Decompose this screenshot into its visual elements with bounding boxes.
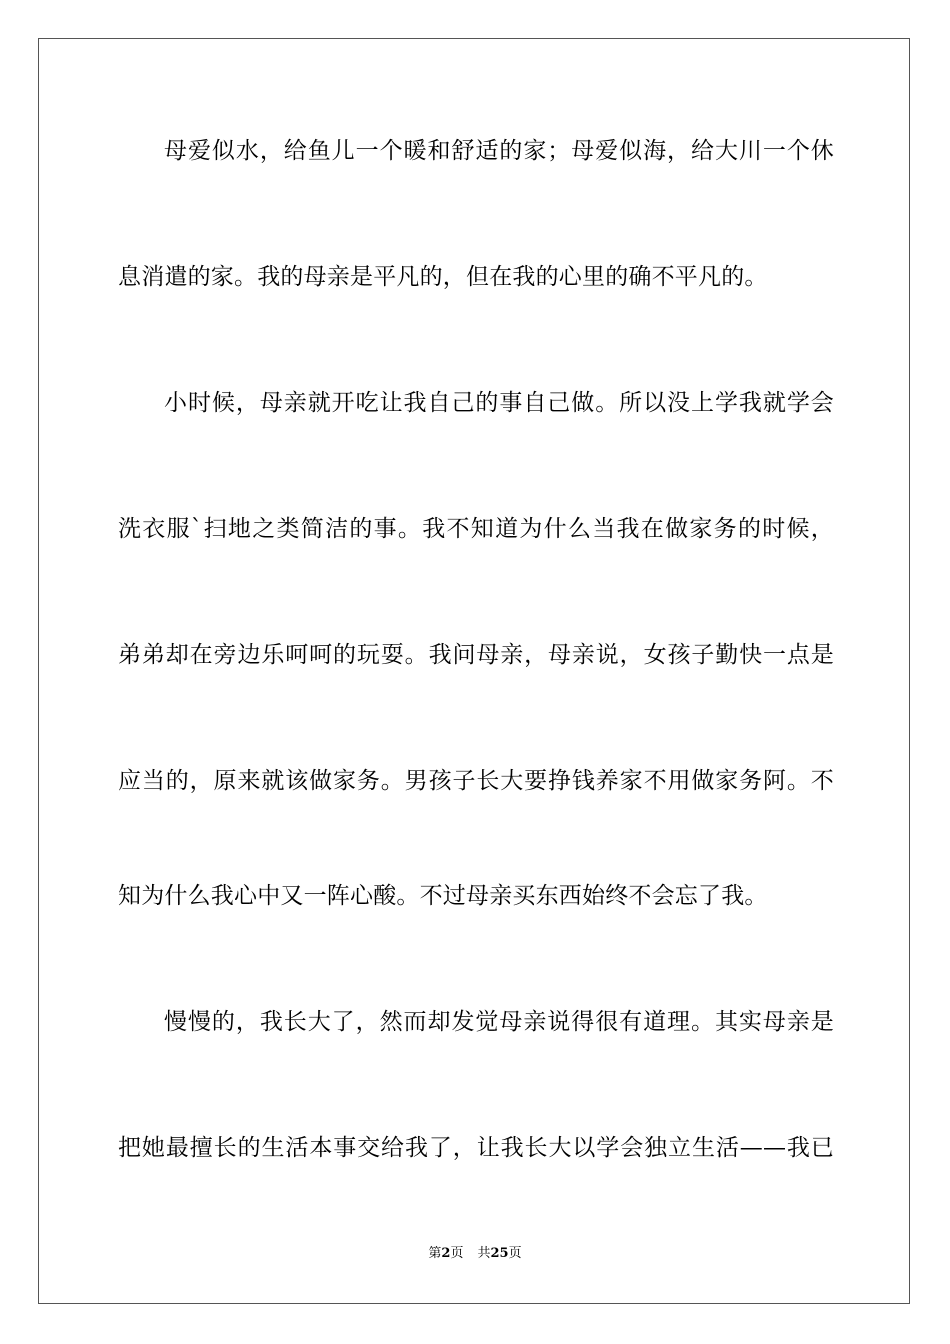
footer-total-number: 25 xyxy=(490,1246,509,1261)
paragraph-3-line-1: 慢慢的，我长大了，然而却发觉母亲说得很有道理。其实母亲是 xyxy=(164,1009,834,1035)
paragraph-2-line-5: 知为什么我心中又一阵心酸。不过母亲买东西始终不会忘了我。 xyxy=(118,883,768,909)
paragraph-2-line-1: 小时候，母亲就开吃让我自己的事自己做。所以没上学我就学会 xyxy=(164,390,834,416)
page-footer xyxy=(0,1245,950,1263)
footer-total-prefix: 共 xyxy=(477,1246,491,1261)
footer-total-suffix: 页 xyxy=(508,1246,522,1261)
paragraph-3-line-2: 把她最擅长的生活本事交给我了，让我长大以学会独立生活——我已 xyxy=(118,1135,834,1161)
footer-page-prefix: 第 xyxy=(428,1246,442,1261)
footer-page-number: 2 xyxy=(441,1246,451,1261)
footer-page-suffix: 页 xyxy=(450,1246,464,1261)
paragraph-2-line-4: 应当的，原来就该做家务。男孩子长大要挣钱养家不用做家务阿。不 xyxy=(118,768,834,794)
page-border xyxy=(38,38,910,1304)
paragraph-2-line-2: 洗衣服`扫地之类简洁的事。我不知道为什么当我在做家务的时候， xyxy=(118,516,834,542)
paragraph-1-line-2: 息消遣的家。我的母亲是平凡的，但在我的心里的确不平凡的。 xyxy=(118,264,768,290)
paragraph-2-line-3: 弟弟却在旁边乐呵呵的玩耍。我问母亲，母亲说，女孩子勤快一点是 xyxy=(118,642,834,668)
paragraph-1-line-1: 母爱似水，给鱼儿一个暖和舒适的家；母爱似海，给大川一个休 xyxy=(164,138,834,164)
